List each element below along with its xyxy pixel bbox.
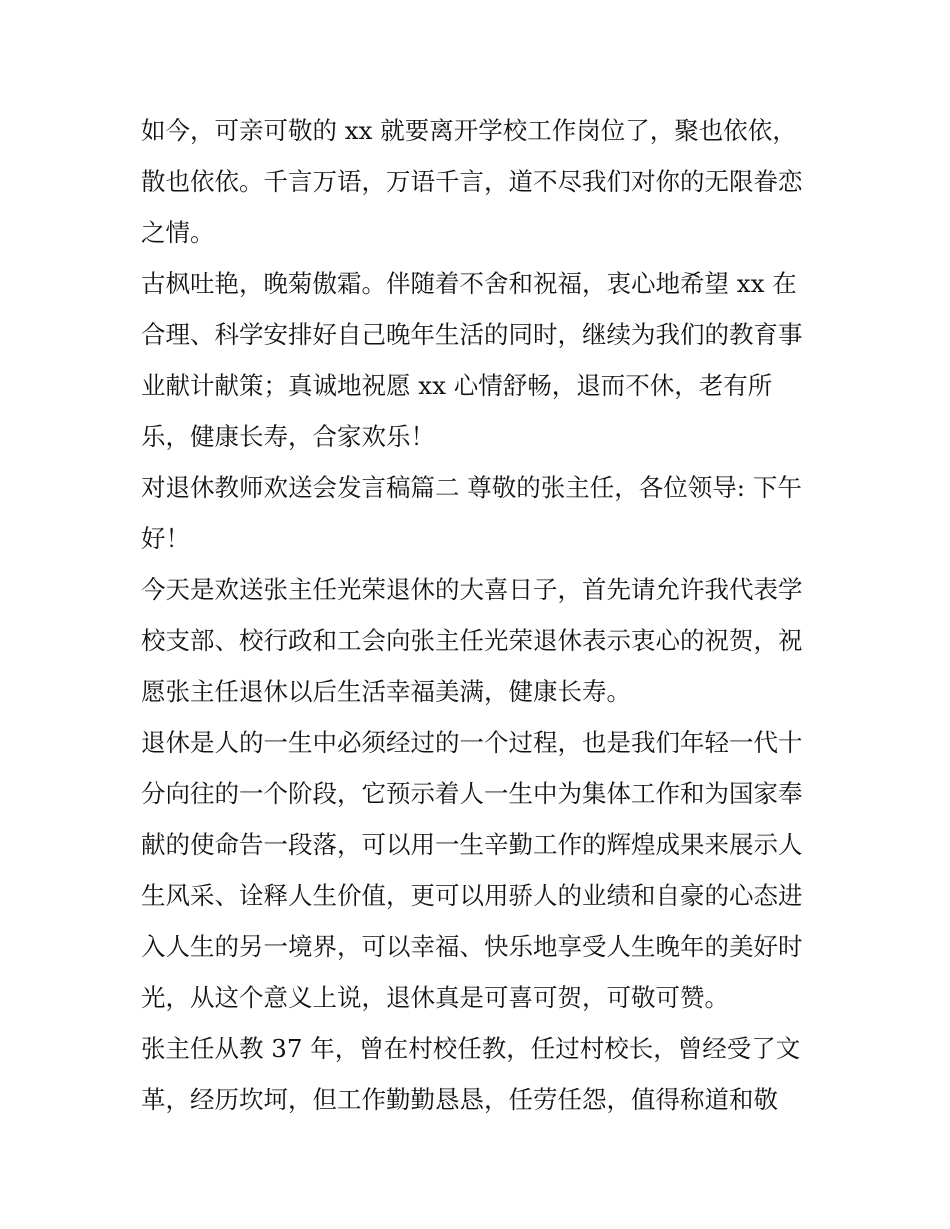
text-line: 乐，健康长寿，合家欢乐！ (141, 422, 435, 451)
text-line: 业献计献策；真诚地祝愿 xx 心情舒畅，退而不休，老有所 (141, 371, 773, 400)
text-line: 之情。 (141, 218, 215, 247)
text-line: 光，从这个意义上说，退休真是可喜可贺，可敬可赞。 (141, 983, 729, 1012)
text-line: 生风采、诠释人生价值，更可以用骄人的业绩和自豪的心态进 (141, 881, 803, 910)
text-line: 愿张主任退休以后生活幸福美满，健康长寿。 (141, 677, 631, 706)
text-line: 校支部、校行政和工会向张主任光荣退休表示衷心的祝贺，祝 (141, 626, 803, 655)
text-line: 好！ (141, 524, 190, 553)
text-line: 今天是欢送张主任光荣退休的大喜日子，首先请允许我代表学 (141, 575, 803, 604)
text-line: 入人生的另一境界，可以幸福、快乐地享受人生晚年的美好时 (141, 932, 803, 961)
text-line: 献的使命告一段落，可以用一生辛勤工作的辉煌成果来展示人 (141, 830, 803, 859)
text-line: 合理、科学安排好自己晚年生活的同时，继续为我们的教育事 (141, 320, 803, 349)
text-line: 张主任从教 37 年，曾在村校任教，任过村校长，曾经受了文 (141, 1034, 801, 1063)
text-line: 革，经历坎坷，但工作勤勤恳恳，任劳任怨，值得称道和敬 (141, 1085, 778, 1114)
text-line: 对退休教师欢送会发言稿篇二 尊敬的张主任，各位领导: 下午 (141, 473, 802, 502)
text-line: 分向往的一个阶段，它预示着人一生中为集体工作和为国家奉 (141, 779, 803, 808)
text-line: 古枫吐艳，晚菊傲霜。伴随着不舍和祝福，衷心地希望 xx 在 (141, 269, 797, 298)
text-line: 散也依依。千言万语，万语千言，道不尽我们对你的无限眷恋 (141, 167, 803, 196)
text-line: 退休是人的一生中必须经过的一个过程，也是我们年轻一代十 (141, 728, 803, 757)
text-line: 如今，可亲可敬的 xx 就要离开学校工作岗位了，聚也依依， (141, 116, 797, 145)
body-text (141, 105, 821, 1125)
